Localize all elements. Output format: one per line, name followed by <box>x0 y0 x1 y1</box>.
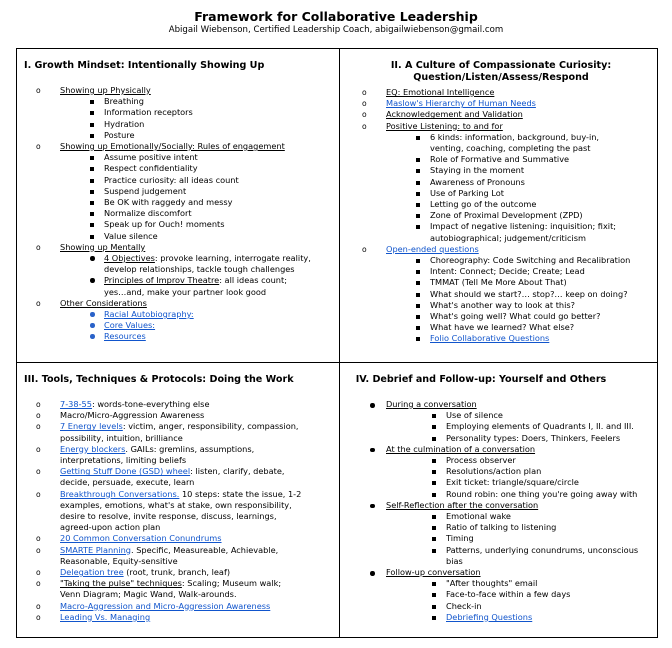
list-item: Use of Parking Lot <box>416 188 654 199</box>
list-item: Awareness of Pronouns <box>416 177 654 188</box>
list-item: Impact of negative listening: inquisition; fixit; autobiographical; judgement/criticism <box>416 221 654 243</box>
list-item <box>432 612 654 623</box>
list-item: What have we learned? What else? <box>416 322 654 333</box>
quadrant-title: II. A Culture of Compassionate Curiosity: Question/Listen/Assess/Respond <box>390 60 612 83</box>
list-item: o Delegation tree (root, trunk, branch, leaf) <box>22 567 336 578</box>
quadrant-title: I. Growth Mindset: Intentionally Showing Up <box>24 60 265 71</box>
list-item: o "Taking the pulse" techniques: Scaling; Museum walk; Venn Diagram; Magic Wand, Walk-arounds. <box>22 578 336 600</box>
quadrant-growth-mindset <box>22 60 336 343</box>
list-item <box>348 87 654 98</box>
grid-horizontal-divider <box>16 362 658 363</box>
list-item: Resolutions/action plan <box>432 466 654 477</box>
list-item: Letting go of the outcome <box>416 199 654 210</box>
objectives-link[interactable]: 4 Objectives <box>104 253 155 264</box>
list-item: o Breakthrough Conversations. 10 steps: state the issue, 1-2 examples, emotions, what's at stake, own responsibility, desire to resolve, invite response, discuss, learnings, agreed-upon action plan <box>22 489 336 534</box>
list-item: Be OK with raggedy and messy <box>90 197 336 208</box>
list-item <box>22 533 336 544</box>
list-item: Use of silence <box>432 410 654 421</box>
racial-autobiography-link[interactable]: Racial Autobiography: <box>104 309 194 320</box>
quadrant-title: IV. Debrief and Follow-up: Yourself and Others <box>355 374 607 385</box>
grid-vertical-divider <box>339 48 340 638</box>
list-item: 6 kinds: information, background, buy-in, venting, coaching, completing the past <box>416 132 654 154</box>
list-item: o Macro/Micro-Aggression Awareness <box>22 410 336 421</box>
link[interactable]: Getting Stuff Done (GSD) wheel <box>60 466 191 477</box>
list-item: Process observer <box>432 455 654 466</box>
list-item: o SMARTE Planning. Specific, Measureable, Achievable, Reasonable, Equity-sensitive <box>22 545 336 567</box>
list-item: Staying in the moment <box>416 165 654 176</box>
list-item <box>22 601 336 612</box>
list-item: "After thoughts" email <box>432 578 654 589</box>
list-item: Patterns, underlying conundrums, unconscious bias <box>432 545 654 567</box>
link[interactable]: Leading Vs. Managing <box>60 611 151 622</box>
list-item: TMMAT (Tell Me More About That) <box>416 277 654 288</box>
list-item: Posture <box>90 130 336 141</box>
open-ended-link[interactable]: Open-ended questions <box>386 243 479 254</box>
link[interactable]: Breakthrough Conversations. <box>60 488 180 499</box>
list-item: Intent: Connect; Decide; Create; Lead <box>416 266 654 277</box>
list-item: o 7 Energy levels: victim, anger, responsibility, compassion, possibility, intuition, brilliance <box>22 421 336 443</box>
list-item <box>22 612 336 623</box>
list-item: o 7-38-55: words-tone-everything else <box>22 399 336 410</box>
list-item: Speak up for Ouch! moments <box>90 219 336 230</box>
quadrant-debrief-followup <box>348 374 654 623</box>
list-item: o Acknowledgement and Validation <box>348 109 654 120</box>
page-title: Framework for Collaborative Leadership <box>194 9 478 24</box>
list-item: Normalize discomfort <box>90 208 336 219</box>
list-item: Breathing <box>90 96 336 107</box>
core-values-link[interactable]: Core Values: <box>104 320 156 331</box>
list-item: What's another way to look at this? <box>416 300 654 311</box>
list-item: Role of Formative and Summative <box>416 154 654 165</box>
link[interactable]: 7-38-55 <box>60 399 92 409</box>
list-item: o Showing up Mentally 4 Objectives: provoke learning, interrogate reality, develop relationships, tackle tough challenges Principles of Improv Theatre: all ideas count; yes…and, make your partner look good <box>22 242 336 298</box>
list-item: Practice curiosity: all ideas count <box>90 175 336 186</box>
list-item <box>90 331 336 342</box>
maslow-link[interactable]: Maslow's Hierarchy of Human Needs <box>386 98 536 109</box>
quadrant-title: III. Tools, Techniques & Protocols: Doing the Work <box>24 374 294 385</box>
link[interactable]: SMARTE Planning <box>60 544 132 555</box>
resources-link[interactable]: Resources <box>104 331 146 342</box>
page-subtitle: Abigail Wiebenson, Certified Leadership Coach, abigailwiebenson@gmail.com <box>168 25 504 35</box>
list-item: o Positive Listening: to and for 6 kinds: information, background, buy-in, venting, coaching, completing the past Role of Formative and Summative Staying in the moment Awareness of Pronouns Use of Parking Lot Letting go of the outcome Zone of Proximal Development (ZPD) Impact of negative listening: inquisition; fixit; autobiographical; judgement/criticism <box>348 121 654 244</box>
list-item: What's going well? What could go better? <box>416 311 654 322</box>
link[interactable]: Delegation tree <box>60 567 124 578</box>
list-item: Principles of Improv Theatre: all ideas count; yes…and, make your partner look good <box>90 275 336 297</box>
link[interactable]: Energy blockers <box>60 443 126 454</box>
list-item: o Showing up Physically Breathing Information receptors Hydration Posture <box>22 85 336 141</box>
list-item: o Showing up Emotionally/Socially: Rules of engagement Assume positive intent Respect confidentiality Practice curiosity: all ideas count Suspend judgement Be OK with raggedy and messy Normalize discomfort Speak up for Ouch! moments Value silence <box>22 141 336 242</box>
list-item: Respect confidentiality <box>90 163 336 174</box>
list-item: Emotional wake <box>432 511 654 522</box>
list-item: Employing elements of Quadrants I, II. and III. <box>432 421 654 432</box>
list-item: Exit ticket: triangle/square/circle <box>432 477 654 488</box>
list-item: o Other Considerations Racial Autobiography: Core Values: Resources <box>22 298 336 343</box>
debriefing-questions-link[interactable]: Debriefing Questions <box>446 611 533 622</box>
list-item: At the culmination of a conversation Process observer Resolutions/action plan Exit ticket: triangle/square/circle Round robin: one thing you're going away with <box>348 444 654 500</box>
link[interactable]: 20 Common Conversation Conundrums <box>60 533 222 544</box>
list-item: Timing <box>432 533 654 544</box>
improv-link[interactable]: Principles of Improv Theatre <box>104 275 220 286</box>
list-item: During a conversation Use of silence Employing elements of Quadrants I, II. and III. Personality types: Doers, Thinkers, Feelers <box>348 399 654 444</box>
list-item <box>348 244 654 345</box>
list-item: What should we start?… stop?… keep on doing? <box>416 289 654 300</box>
list-item: 4 Objectives: provoke learning, interrogate reality, develop relationships, tackle tough challenges <box>90 253 336 275</box>
list-item: Round robin: one thing you're going away with <box>432 489 654 500</box>
list-item <box>90 309 336 320</box>
list-item: Hydration <box>90 119 336 130</box>
eq-link[interactable]: EQ: Emotional Intelligence <box>386 87 495 97</box>
list-item: Ratio of talking to listening <box>432 522 654 533</box>
list-item <box>90 320 336 331</box>
list-item: Information receptors <box>90 107 336 118</box>
quadrant-tools-techniques <box>22 374 336 623</box>
list-item: Choreography: Code Switching and Recalibration <box>416 255 654 266</box>
list-item: Assume positive intent <box>90 152 336 163</box>
link[interactable]: 7 Energy levels <box>60 421 123 432</box>
list-item: o Getting Stuff Done (GSD) wheel: listen, clarify, debate, decide, persuade, execute, learn <box>22 466 336 488</box>
list-item: Suspend judgement <box>90 186 336 197</box>
quadrant-compassionate-curiosity <box>348 60 654 345</box>
list-item: Check-in <box>432 601 654 612</box>
list-item: Zone of Proximal Development (ZPD) <box>416 210 654 221</box>
list-item: Self-Reflection after the conversation Emotional wake Ratio of talking to listening Timing Patterns, underlying conundrums, unconscious bias <box>348 500 654 567</box>
list-item: o Energy blockers. GAILs: gremlins, assumptions, interpretations, limiting beliefs <box>22 444 336 466</box>
folio-link[interactable]: Folio Collaborative Questions <box>430 333 550 344</box>
list-item: Follow-up conversation "After thoughts" email Face-to-face within a few days Check-in Debriefing Questions <box>348 567 654 623</box>
list-item <box>416 333 654 344</box>
list-item: Value silence <box>90 231 336 242</box>
list-item: Personality types: Doers, Thinkers, Feelers <box>432 433 654 444</box>
link[interactable]: Macro-Aggression and Micro-Aggression Awareness <box>60 600 271 611</box>
list-item <box>348 98 654 109</box>
list-item: Face-to-face within a few days <box>432 589 654 600</box>
